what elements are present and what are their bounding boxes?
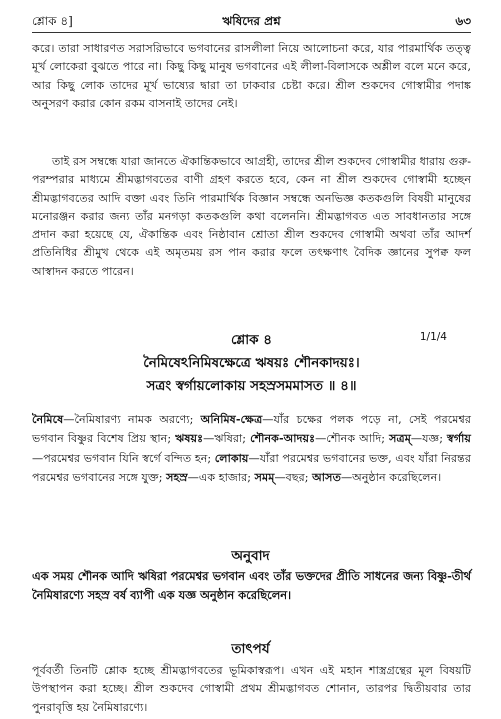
synonym-word: লোকায় [214,450,249,465]
synonym-meaning: পরমেশ্বর ভগবান যিনি স্বর্গে বন্দিত হন; [43,451,212,465]
synonym-meaning: অনুষ্ঠান করেছিলেন। [352,471,442,485]
body-paragraph-2: তাই রস সম্বন্ধে যারা জানতে ঐকান্তিকভাবে আগ্রহী, তাদের শ্রীল শুকদেব গোস্বামীর ধারায় গুরু-পরম্পরার মাধ্যমে শ্রীমদ্ভাগবতের বাণী গ্রহণ করতে হবে, কেন না শ্রীল শুকদেব গোস্বামী হচ্ছেন শ্রীমদ্ভাগবতের আদি বক্তা এবং তিনি পারমার্থিক বিজ্ঞান সম্বন্ধে অনভিজ্ঞ কতকগুলি বিষয়ী মানুষের মনোরঞ্জন করার জন্য তাঁর মনগড়া কতকগুলি কথা বলেননি। শ্রীমদ্ভাগবত এত সাবধানতার সঙ্গে প্রদান করা হয়েছে যে, ঐকান্তিক এবং নিষ্ঠাবান শ্রোতা শ্রীল শুকদেব গোস্বামী অথবা তাঁর আদর্শ প্রতিনিধির শ্রীমুখ থেকে এই অমৃতময় রস পান করার ফলে তৎক্ষণাৎ বৈদিক জ্ঞানের সুপক্ব ফল আস্বাদন করতে পারেন। [32,155,471,278]
verse-line-1: নৈমিষেঽনিমিষক্ষেত্রে ঋষয়ঃ শৌনকাদয়ঃ। [143,355,360,371]
synonym-word: শৌনক-আদয়ঃ [250,431,316,446]
synonym-meaning: এক হাজার; [198,471,252,485]
verse-reference: 1/1/4 [419,331,447,343]
translation-title: অনুবাদ [231,548,270,564]
synonym-word: সমম্ [254,470,275,485]
synonym-meaning: বছর; [285,471,309,485]
synonym-meaning: ঋষিরা; [214,432,247,446]
synonym-word: সত্রম্ [389,431,411,446]
header-verse-label: শ্লোক ৪] [32,14,73,28]
synonym-word: আসত [312,470,341,485]
page-header [32,10,471,33]
synonym-word: স্বর্গায় [447,431,472,446]
verse-line-2: সত্রং স্বর্গায়লোকায় সহস্রসমমাসত ॥ ৪॥ [146,378,357,394]
synonym-meaning: নৈমিষারণ্য নামক অরণ্যে; [74,413,194,426]
purport-text: পূর্ববর্তী তিনটি শ্লোক হচ্ছে শ্রীমদ্ভাগবতের ভূমিকাস্বরূপ। এখন এই মহান শাস্ত্রগ্রন্থের মূল বিষয়টি উপস্থাপন করা হচ্ছে। শ্রীল শুকদেব গোস্বামী প্রথম শ্রীমদ্ভাগবত শোনান, তারপর দ্বিতীয়বার তার পুনরাবৃত্তি হয় নৈমিষারণ্যে। [32,664,471,714]
synonym-word: সহস্র [166,470,188,485]
verse-title: শ্লোক ৪ [230,332,273,348]
synonym-meaning: যাঁর চক্ষের পলক পড়ে না, সেই পরমেশ্বর ভগবান বিষ্ণুর বিশেষ প্রিয় স্থান; [32,413,471,446]
synonym-meaning: যজ্ঞ; [422,432,444,446]
synonym-word: নৈমিষে [32,412,64,426]
body-paragraph-1: করে। তারা সাধারণত সরাসরিভাবে ভগবানের রাসলীলা নিয়ে আলোচনা করে, যার পারমার্থিক তত্ত্ব মূর্খ লোকেরা বুঝতে পারে না। কিছু কিছু মানুষ ভগবানের এই লীলা-বিলাসকে অশ্লীল বলে মনে করে, আর কিছু লোক তাদের মূর্খ ভাষ্যের দ্বারা তা ঢাকবার চেষ্টা করে। শ্রীল শুকদেব গোস্বামীর পদাঙ্ক অনুসরণ করার কোন রকম বাসনাই তাদের নেই। [32,42,471,110]
page-number: ৬৩ [455,14,471,28]
translation-text: এক সময় শৌনক আদি ঋষিরা পরমেশ্বর ভগবান এবং তাঁর ভক্তদের প্রীতি সাধনের জন্য বিষ্ণু-তীর্থ নৈমিষারণ্যে সহস্র বর্ষ ব্যাপী এক যজ্ঞ অনুষ্ঠান করেছিলেন। [32,569,471,602]
word-meanings: নৈমিষে—নৈমিষারণ্য নামক অরণ্যে; অনিমিষ-ক্ষেত্র—যাঁর চক্ষের পলক পড়ে না, সেই পরমেশ্বর ভগবান বিষ্ণুর বিশেষ প্রিয় স্থান; ঋষয়ঃ—ঋষিরা; শৌনক-আদয়ঃ—শৌনক আদি; সত্রম্—যজ্ঞ; স্বর্গায়—পরমেশ্বর ভগবান যিনি স্বর্গে বন্দিত হন; লোকায়—যাঁরা পরমেশ্বর ভগবানের ভক্ত, এবং যাঁরা নিরন্তর পরমেশ্বর ভগবানের সঙ্গে যুক্ত; সহস্র—এক হাজার; সমম্—বছর; আসত—অনুষ্ঠান করেছিলেন। [32,412,472,485]
synonym-meaning: যাঁরা পরমেশ্বর ভগবানের ভক্ত, এবং যাঁরা নিরন্তর পরমেশ্বর ভগবানের সঙ্গে যুক্ত; [32,451,471,485]
synonym-word: অনিমিষ-ক্ষেত্র [200,412,263,426]
synonym-word: ঋষয়ঃ [175,431,204,446]
verse-heading [32,329,471,349]
synonym-meaning: শৌনক আদি; [326,432,386,446]
header-chapter-title: ঋষিদের প্রশ্ন [222,14,281,28]
purport-title: তাৎপর্য [231,641,270,657]
